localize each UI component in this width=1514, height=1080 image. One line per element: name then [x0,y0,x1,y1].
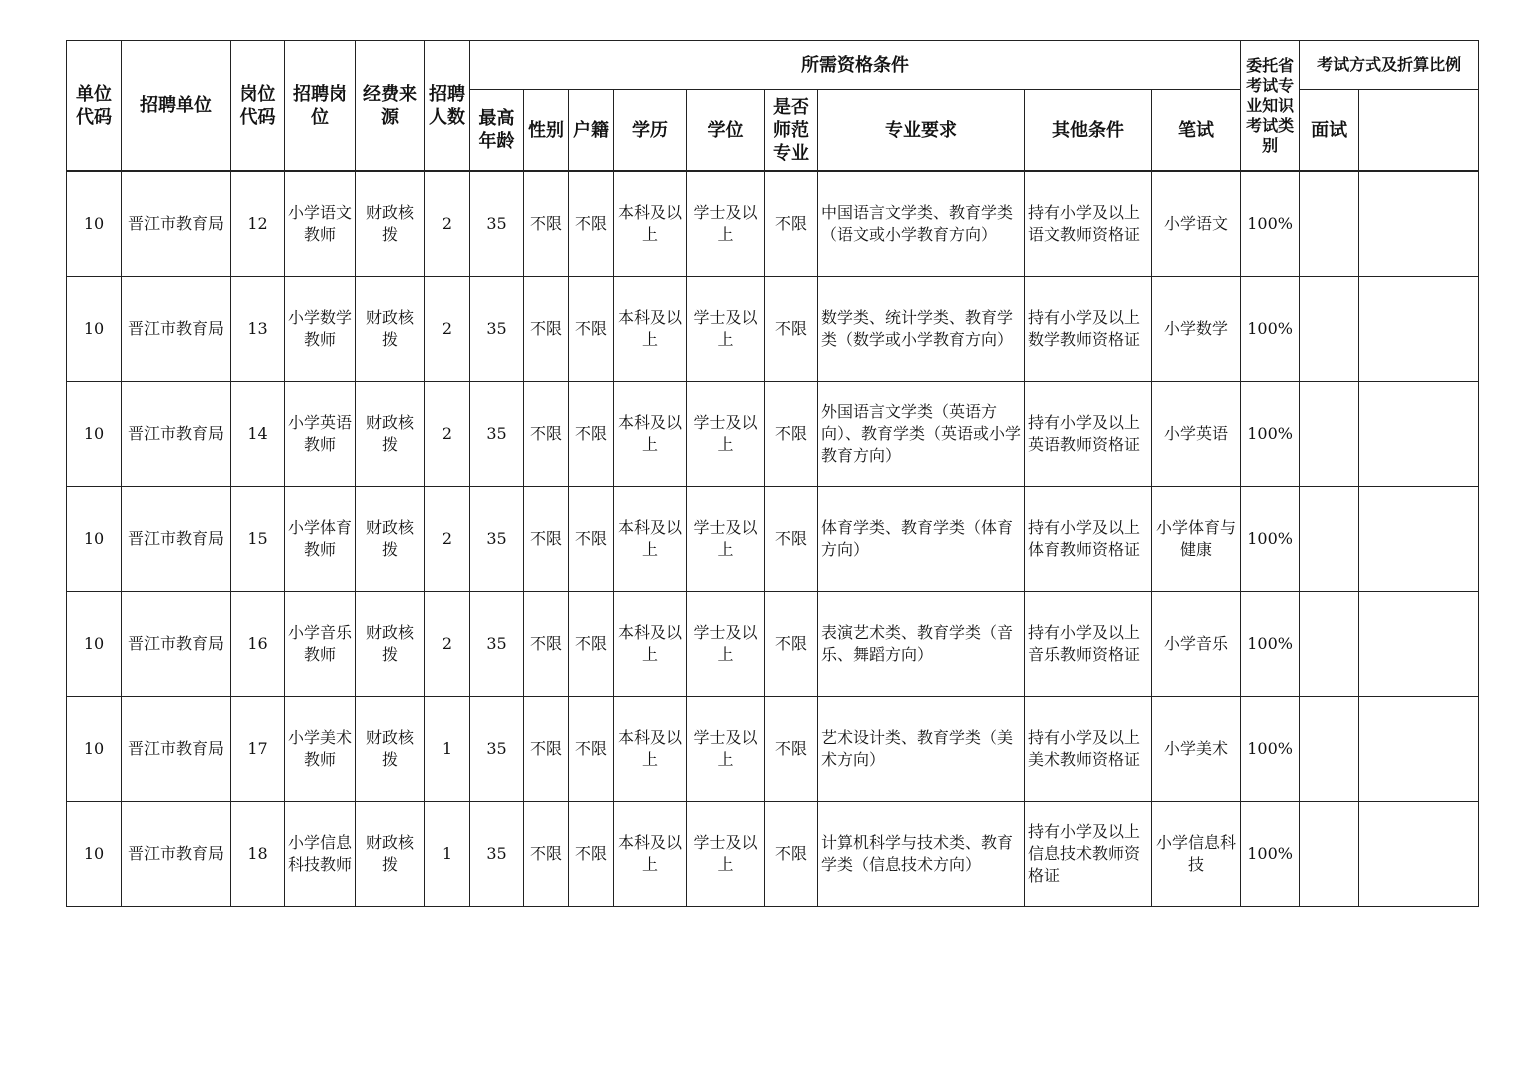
cell-unit: 晋江市教育局 [122,802,231,907]
cell-post-code: 18 [231,802,285,907]
cell-interview [1300,802,1359,907]
cell-major-req: 表演艺术类、教育学类（音乐、舞蹈方向） [818,592,1025,697]
cell-gender: 不限 [524,171,569,277]
cell-unit-code: 10 [67,487,122,592]
cell-gender: 不限 [524,592,569,697]
header-degree: 学位 [687,90,765,172]
cell-post-code: 13 [231,277,285,382]
header-normal-major: 是否师范专业 [765,90,818,172]
cell-normal-major: 不限 [765,802,818,907]
cell-count: 2 [425,277,470,382]
cell-funding: 财政核拨 [356,382,425,487]
header-major-req: 专业要求 [818,90,1025,172]
cell-hukou: 不限 [569,277,614,382]
table-row [67,277,1479,382]
cell-count: 1 [425,697,470,802]
header-exam-category: 委托省考试专业知识考试类别 [1241,41,1300,172]
table-body [67,171,1479,907]
cell-remarks [1359,802,1479,907]
cell-hukou: 不限 [569,171,614,277]
cell-count: 2 [425,171,470,277]
cell-education: 本科及以上 [614,382,687,487]
cell-hukou: 不限 [569,487,614,592]
cell-major-req: 数学类、统计学类、教育学类（数学或小学教育方向） [818,277,1025,382]
cell-written: 100% [1241,697,1300,802]
cell-post-code: 14 [231,382,285,487]
header-qualification-group: 所需资格条件 [470,41,1241,90]
cell-post: 小学信息科技教师 [285,802,356,907]
cell-education: 本科及以上 [614,802,687,907]
cell-remarks [1359,277,1479,382]
cell-post: 小学美术教师 [285,697,356,802]
cell-gender: 不限 [524,277,569,382]
table-row [67,382,1479,487]
cell-unit: 晋江市教育局 [122,277,231,382]
cell-other-cond: 持有小学及以上英语教师资格证 [1025,382,1152,487]
header-other-cond: 其他条件 [1025,90,1152,172]
cell-education: 本科及以上 [614,277,687,382]
cell-written: 100% [1241,171,1300,277]
header-interview: 面试 [1300,90,1359,172]
table-row [67,487,1479,592]
cell-hukou: 不限 [569,697,614,802]
cell-degree: 学士及以上 [687,592,765,697]
cell-interview [1300,277,1359,382]
cell-gender: 不限 [524,382,569,487]
cell-unit: 晋江市教育局 [122,697,231,802]
table-row [67,171,1479,277]
cell-count: 2 [425,382,470,487]
cell-exam-category: 小学数学 [1152,277,1241,382]
cell-unit-code: 10 [67,382,122,487]
cell-max-age: 35 [470,171,524,277]
cell-exam-category: 小学美术 [1152,697,1241,802]
cell-funding: 财政核拨 [356,487,425,592]
cell-written: 100% [1241,487,1300,592]
cell-remarks [1359,592,1479,697]
header-unit: 招聘单位 [122,41,231,172]
cell-post: 小学语文教师 [285,171,356,277]
cell-degree: 学士及以上 [687,487,765,592]
cell-normal-major: 不限 [765,382,818,487]
cell-education: 本科及以上 [614,592,687,697]
cell-funding: 财政核拨 [356,697,425,802]
cell-funding: 财政核拨 [356,171,425,277]
cell-education: 本科及以上 [614,487,687,592]
cell-other-cond: 持有小学及以上音乐教师资格证 [1025,592,1152,697]
cell-exam-category: 小学语文 [1152,171,1241,277]
cell-exam-category: 小学音乐 [1152,592,1241,697]
cell-written: 100% [1241,592,1300,697]
cell-post-code: 17 [231,697,285,802]
cell-degree: 学士及以上 [687,697,765,802]
cell-post-code: 12 [231,171,285,277]
header-remarks-blank [1359,90,1479,172]
cell-major-req: 外国语言文学类（英语方向）、教育学类（英语或小学教育方向） [818,382,1025,487]
cell-normal-major: 不限 [765,277,818,382]
cell-exam-category: 小学信息科技 [1152,802,1241,907]
cell-post: 小学体育教师 [285,487,356,592]
header-count: 招聘人数 [425,41,470,172]
cell-normal-major: 不限 [765,487,818,592]
cell-unit: 晋江市教育局 [122,487,231,592]
cell-funding: 财政核拨 [356,592,425,697]
cell-hukou: 不限 [569,592,614,697]
cell-remarks [1359,382,1479,487]
header-funding: 经费来源 [356,41,425,172]
cell-unit: 晋江市教育局 [122,592,231,697]
cell-gender: 不限 [524,802,569,907]
cell-max-age: 35 [470,487,524,592]
cell-hukou: 不限 [569,382,614,487]
cell-normal-major: 不限 [765,592,818,697]
cell-gender: 不限 [524,487,569,592]
header-hukou: 户籍 [569,90,614,172]
cell-unit-code: 10 [67,171,122,277]
cell-remarks [1359,487,1479,592]
header-unit-code: 单位代码 [67,41,122,172]
cell-unit-code: 10 [67,277,122,382]
cell-max-age: 35 [470,697,524,802]
cell-major-req: 中国语言文学类、教育学类（语文或小学教育方向） [818,171,1025,277]
cell-unit: 晋江市教育局 [122,382,231,487]
cell-unit-code: 10 [67,592,122,697]
cell-funding: 财政核拨 [356,802,425,907]
cell-interview [1300,382,1359,487]
cell-count: 1 [425,802,470,907]
cell-exam-category: 小学体育与健康 [1152,487,1241,592]
cell-education: 本科及以上 [614,171,687,277]
cell-unit: 晋江市教育局 [122,171,231,277]
header-written: 笔试 [1152,90,1241,172]
table-row [67,802,1479,907]
cell-other-cond: 持有小学及以上信息技术教师资格证 [1025,802,1152,907]
cell-degree: 学士及以上 [687,382,765,487]
cell-post: 小学英语教师 [285,382,356,487]
header-max-age: 最高年龄 [470,90,524,172]
cell-written: 100% [1241,382,1300,487]
cell-max-age: 35 [470,802,524,907]
cell-normal-major: 不限 [765,171,818,277]
header-post-code: 岗位代码 [231,41,285,172]
table-header [67,41,1479,172]
cell-gender: 不限 [524,697,569,802]
cell-max-age: 35 [470,592,524,697]
cell-degree: 学士及以上 [687,277,765,382]
header-education: 学历 [614,90,687,172]
cell-unit-code: 10 [67,697,122,802]
cell-other-cond: 持有小学及以上体育教师资格证 [1025,487,1152,592]
cell-normal-major: 不限 [765,697,818,802]
cell-degree: 学士及以上 [687,802,765,907]
cell-interview [1300,697,1359,802]
cell-max-age: 35 [470,382,524,487]
cell-post-code: 15 [231,487,285,592]
cell-funding: 财政核拨 [356,277,425,382]
cell-interview [1300,592,1359,697]
cell-post: 小学数学教师 [285,277,356,382]
cell-post-code: 16 [231,592,285,697]
cell-max-age: 35 [470,277,524,382]
table-row [67,592,1479,697]
cell-written: 100% [1241,277,1300,382]
cell-written: 100% [1241,802,1300,907]
cell-other-cond: 持有小学及以上数学教师资格证 [1025,277,1152,382]
cell-remarks [1359,171,1479,277]
cell-other-cond: 持有小学及以上语文教师资格证 [1025,171,1152,277]
table-row [67,697,1479,802]
cell-hukou: 不限 [569,802,614,907]
cell-major-req: 计算机科学与技术类、教育学类（信息技术方向） [818,802,1025,907]
cell-major-req: 体育学类、教育学类（体育方向） [818,487,1025,592]
cell-post: 小学音乐教师 [285,592,356,697]
cell-count: 2 [425,487,470,592]
cell-interview [1300,171,1359,277]
cell-interview [1300,487,1359,592]
cell-other-cond: 持有小学及以上美术教师资格证 [1025,697,1152,802]
header-post: 招聘岗位 [285,41,356,172]
recruitment-table [66,40,1479,907]
cell-exam-category: 小学英语 [1152,382,1241,487]
cell-degree: 学士及以上 [687,171,765,277]
cell-count: 2 [425,592,470,697]
cell-unit-code: 10 [67,802,122,907]
header-gender: 性别 [524,90,569,172]
cell-education: 本科及以上 [614,697,687,802]
cell-remarks [1359,697,1479,802]
header-exam-group: 考试方式及折算比例 [1300,41,1479,90]
cell-major-req: 艺术设计类、教育学类（美术方向） [818,697,1025,802]
